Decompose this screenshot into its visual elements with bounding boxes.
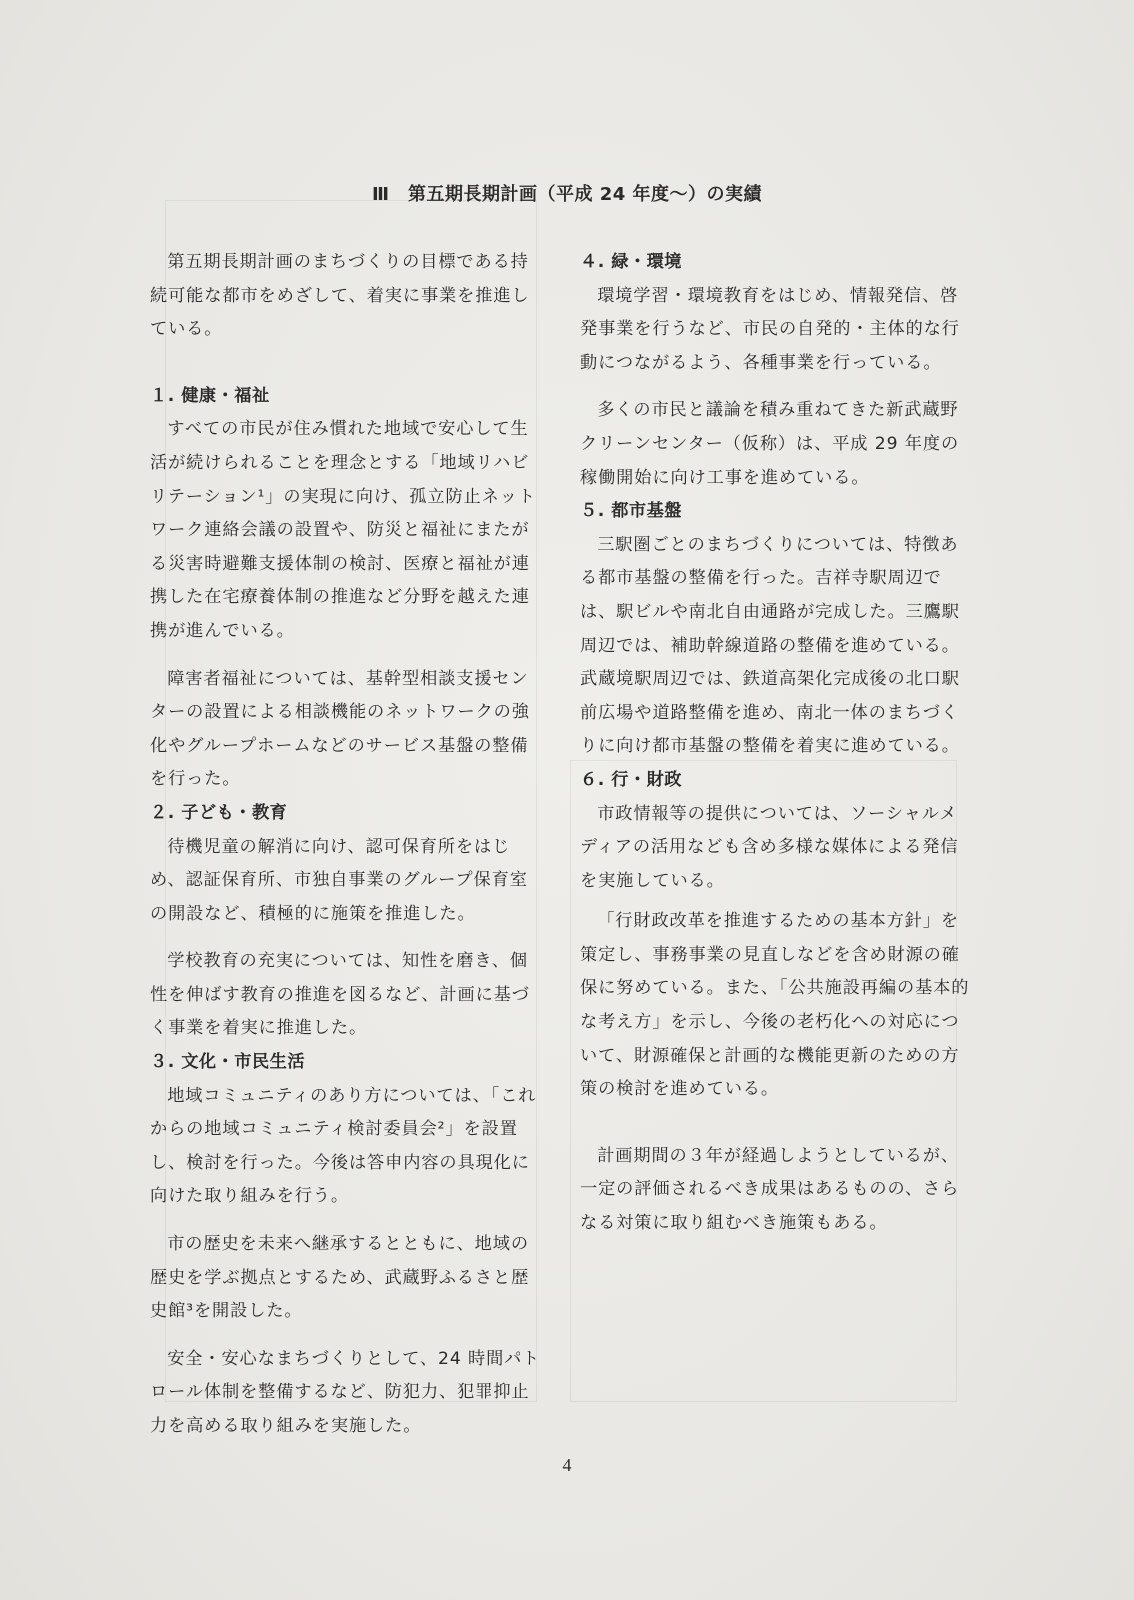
section-heading-health-welfare: １. 健康・福祉: [150, 385, 270, 406]
intro-paragraph: 第五期長期計画のまちづくりの目標である持続可能な都市をめざして、着実に事業を推進している。: [150, 252, 530, 340]
section-heading-children-education: ２. 子ども・教育: [150, 802, 288, 823]
paragraph: すべての市民が住み慣れた地域で安心して生活が続けられることを理念とする「地域リハビリテーション¹」の実現に向け、孤立防止ネットワーク連絡会議の設置や、防災と福祉にまたがる災害時避難支援体制の検討、医療と福祉が連携した在宅療養体制の推進など分野を越えた連携が進んでいる。: [150, 419, 536, 641]
paragraph: 環境学習・環境教育をはじめ、情報発信、啓発事業を行うなど、市民の自発的・主体的な行動につながるよう、各種事業を行っている。: [580, 285, 960, 373]
conclusion-paragraph: 計画期間の３年が経過しようとしているが、一定の評価されるべき成果はあるものの、さらなる対策に取り組むべき施策もある。: [580, 1145, 960, 1234]
paragraph: 学校教育の充実については、知性を磨き、個性を伸ばす教育の推進を図るなど、計画に基づく事業を着実に推進した。: [150, 951, 530, 1039]
paragraph: 地域コミュニティのあり方については、「これからの地域コミュニティ検討委員会²」を設置し、検討を行った。今後は答申内容の具現化に向けた取り組みを行う。: [150, 1085, 537, 1207]
right-column: [580, 246, 975, 1241]
paragraph: 多くの市民と議論を積み重ねてきた新武蔵野クリーンセンター（仮称）は、平成 29 年度の稼働開始に向け工事を進めている。: [580, 400, 960, 488]
page-number: 4: [562, 1455, 572, 1475]
paragraph: 三駅圏ごとのまちづくりについては、特徴ある都市基盤の整備を行った。吉祥寺駅周辺では、駅ビルや南北自由通路が完成した。三鷹駅周辺では、補助幹線道路の整備を進めている。武蔵境駅周辺では、鉄道高架化完成後の北口駅前広場や道路整備を進め、南北一体のまちづくりに向け都市基盤の整備を着実に進めている。: [580, 534, 960, 757]
section-heading-culture-civic-life: ３. 文化・市民生活: [150, 1052, 306, 1073]
paragraph: 待機児童の解消に向け、認可保育所をはじめ、認証保育所、市独自事業のグループ保育室の開設など、積極的に施策を推進した。: [150, 836, 528, 924]
paragraph: 市の歴史を未来へ継承するとともに、地域の歴史を学ぶ拠点とするため、武蔵野ふるさと歴史館³を開設した。: [150, 1234, 530, 1322]
paragraph: 「行財政改革を推進するための基本方針」を策定し、事務事業の見直しなどを含め財源の確保に努めている。また、「公共施設再編の基本的な考え方」を示し、今後の老朽化への対応について、財源確保と計画的な機能更新のための方策の検討を進めている。: [580, 911, 970, 1100]
section-heading-green-environment: ４. 緑・環境: [580, 252, 682, 272]
paragraph: 市政情報等の提供については、ソーシャルメディアの活用なども含め多様な媒体による発信を実施している。: [580, 803, 959, 891]
section-heading-urban-infrastructure: ５. 都市基盤: [580, 501, 682, 522]
paragraph: 安全・安心なまちづくりとして、24 時間パトロール体制を整備するなど、防犯力、犯罪抑止力を高める取り組みを実施した。: [150, 1348, 541, 1436]
document-title: Ⅲ 第五期長期計画（平成 24 年度～）の実績: [371, 184, 763, 205]
left-column: [150, 246, 545, 1444]
section-heading-administration-finance: ６. 行・財政: [580, 769, 682, 790]
paragraph: 障害者福祉については、基幹型相談支援センターの設置による相談機能のネットワークの強化やグループホームなどのサービス基盤の整備を行った。: [150, 668, 530, 790]
